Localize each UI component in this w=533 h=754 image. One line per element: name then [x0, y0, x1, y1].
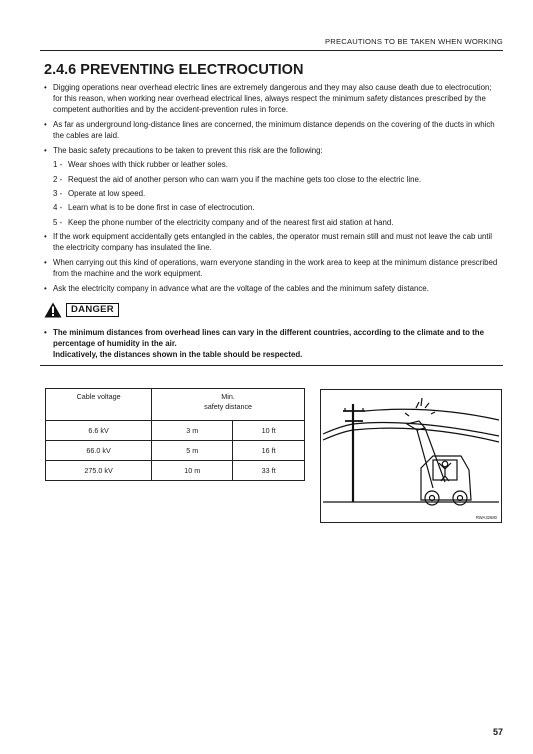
cell-voltage: 66.0 kV — [46, 441, 152, 461]
list-text: Learn what is to be done first in case of electrocution. — [68, 203, 255, 213]
bullet-dot-icon: • — [44, 232, 47, 242]
list-item — [53, 217, 502, 228]
bullet-item — [44, 283, 502, 294]
column-header-line: Min. — [221, 392, 235, 401]
list-item — [53, 188, 502, 199]
danger-line: The minimum distances from overhead lines can vary in the different countries, according to the climate and to the percentage of humidity in the air. — [53, 328, 485, 348]
list-item — [53, 202, 502, 213]
section-title: 2.4.6 PREVENTING ELECTROCUTION — [44, 62, 304, 78]
cell-meters: 3 m — [152, 421, 233, 441]
list-text: Wear shoes with thick rubber or leather soles. — [68, 160, 228, 170]
header-divider — [40, 50, 503, 51]
bullet-dot-icon: • — [44, 120, 47, 129]
body-text — [44, 82, 502, 297]
safety-distance-table — [45, 388, 305, 481]
danger-text — [44, 327, 502, 360]
list-text: Operate at low speed. — [68, 188, 146, 198]
bullet-text: When carrying out this kind of operations, warn everyone standing in the work area to keep at the minimum distance prescribed from the machine and the work equipment. — [53, 257, 498, 279]
list-number: 5 - — [53, 217, 63, 227]
list-number: 1 - — [53, 160, 63, 170]
bullet-dot-icon: • — [44, 257, 47, 267]
bullet-item — [44, 119, 502, 141]
column-header-distance — [152, 389, 305, 421]
bullet-dot-icon: • — [44, 145, 47, 155]
cell-meters: 5 m — [152, 441, 233, 461]
danger-callout — [44, 302, 119, 318]
bullet-item — [44, 257, 502, 279]
danger-divider — [40, 365, 503, 366]
bullet-text: Ask the electricity company in advance what are the voltage of the cables and the minimum safety distance. — [53, 283, 429, 293]
electrocution-illustration — [320, 389, 502, 523]
figure-code: RWA32680 — [475, 515, 497, 520]
running-header: PRECAUTIONS TO BE TAKEN WHEN WORKING — [325, 37, 503, 46]
cell-meters: 10 m — [152, 461, 233, 481]
list-item — [53, 174, 502, 185]
list-number: 4 - — [53, 203, 63, 213]
table-row — [46, 461, 305, 481]
table-row — [46, 441, 305, 461]
danger-bullet — [44, 327, 502, 349]
bullet-dot-icon: • — [44, 83, 47, 92]
danger-line: Indicatively, the distances shown in the table should be respected. — [53, 350, 303, 359]
list-number: 2 - — [53, 174, 63, 184]
table-row — [46, 421, 305, 441]
skid-steer-power-line-drawing — [321, 390, 501, 522]
bullet-dot-icon: • — [44, 283, 47, 293]
bullet-item — [44, 231, 502, 253]
cell-voltage: 6.6 kV — [46, 421, 152, 441]
bullet-item — [44, 82, 502, 116]
bullet-text: If the work equipment accidentally gets entangled in the cables, the operator must remain still and must not leave the cab until the electricity company has insulated the line. — [53, 232, 493, 253]
bullet-text: As far as underground long-distance lines are concerned, the minimum distance depends on the covering of the ducts in which the cables are laid. — [53, 120, 495, 141]
list-number: 3 - — [53, 188, 63, 198]
numbered-list — [44, 159, 502, 228]
cell-feet: 10 ft — [233, 421, 305, 441]
bullet-text: The basic safety precautions to be taken to prevent this risk are the following: — [53, 145, 323, 155]
bullet-item — [44, 145, 502, 156]
bullet-text: Digging operations near overhead electric lines are extremely dangerous and they may also cause death due to electrocution; for this reason, when working near overhead electrical lines, always respect the minimum safety distances prescribed by the competent authorities and by the accident-prevention rules in force. — [53, 83, 492, 115]
danger-label: DANGER — [66, 303, 119, 317]
warning-triangle-icon — [44, 302, 62, 318]
page-number: 57 — [492, 727, 503, 737]
list-item — [53, 159, 502, 170]
column-header-line: safety distance — [204, 402, 253, 411]
table-header-row — [46, 389, 305, 421]
column-header-voltage: Cable voltage — [46, 389, 152, 421]
cell-voltage: 275.0 kV — [46, 461, 152, 481]
list-text: Keep the phone number of the electricity company and of the nearest first aid station at hand. — [68, 217, 394, 227]
cell-feet: 16 ft — [233, 441, 305, 461]
list-text: Request the aid of another person who can warn you if the machine gets too close to the electric line. — [68, 174, 422, 184]
cell-feet: 33 ft — [233, 461, 305, 481]
bullet-dot-icon: • — [44, 328, 47, 337]
